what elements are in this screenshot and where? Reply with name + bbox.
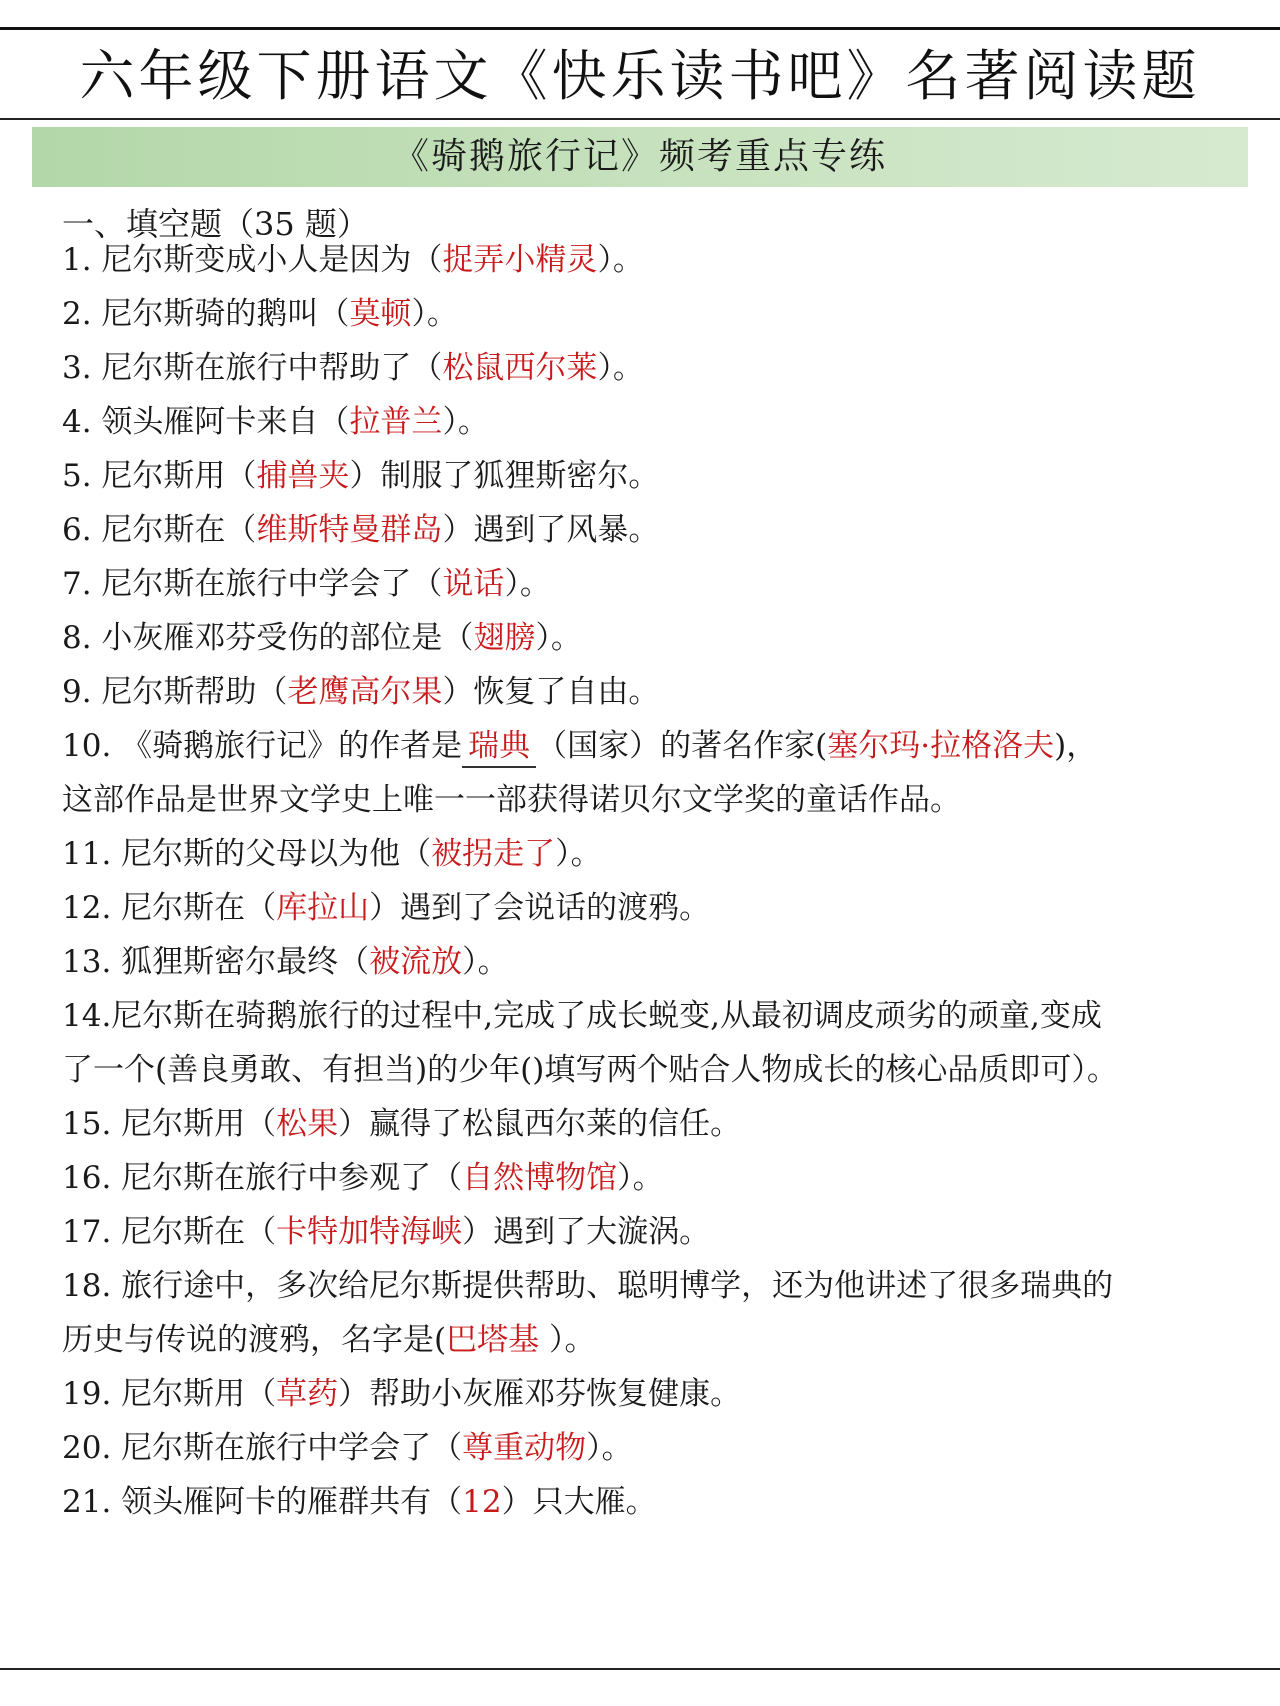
question-20 [62, 1419, 1248, 1477]
question-text: 6. 尼尔斯在（ [62, 512, 257, 548]
question-text: 16. 尼尔斯在旅行中参观了（ [62, 1160, 463, 1196]
question-text: 19. 尼尔斯用（ [62, 1376, 277, 1412]
bottom-rule [0, 1668, 1280, 1670]
question-18-line-1: 18. 旅行途中，多次给尼尔斯提供帮助、聪明博学，还为他讲述了很多瑞典的 [62, 1268, 1114, 1304]
question-10-line-2: 这部作品是世界文学史上唯一一部获得诺贝尔文学奖的童话作品。 [62, 782, 961, 818]
question-text: 9. 尼尔斯帮助（ [62, 674, 288, 710]
answer-underlined: 瑞典 [462, 726, 536, 768]
question-text: 12. 尼尔斯在（ [62, 890, 277, 926]
question-text: 13. 狐狸斯密尔最终（ [62, 944, 370, 980]
question-2 [62, 285, 1248, 343]
answer: 库拉山 [276, 890, 370, 926]
question-text: 17. 尼尔斯在（ [62, 1214, 277, 1250]
question-19 [62, 1365, 1248, 1423]
question-text: 11. 尼尔斯的父母以为他（ [62, 836, 432, 872]
question-11 [62, 825, 1248, 883]
question-text: 10. 《骑鹅旅行记》的作者是 [62, 728, 463, 764]
question-1 [62, 231, 1248, 289]
question-text: ）遇到了风暴。 [442, 512, 660, 548]
question-text: 4. 领头雁阿卡来自（ [62, 404, 350, 440]
question-text: ）赢得了松鼠西尔莱的信任。 [338, 1106, 742, 1142]
answer: 莫顿 [349, 296, 412, 332]
answer: 草药 [276, 1376, 339, 1412]
answer: 松鼠西尔莱 [442, 350, 598, 386]
question-text: ）。 [535, 620, 582, 656]
answer: 卡特加特海峡 [276, 1214, 463, 1250]
question-text: 5. 尼尔斯用（ [62, 458, 257, 494]
section-banner: 《骑鹅旅行记》频考重点专练 [32, 127, 1248, 187]
question-text: ）。 [442, 404, 489, 440]
answer: 松果 [276, 1106, 339, 1142]
question-17 [62, 1203, 1248, 1261]
question-text: ）遇到了会说话的渡鸦。 [369, 890, 711, 926]
question-text: 15. 尼尔斯用（ [62, 1106, 277, 1142]
question-text: 历史与传说的渡鸦，名字是( [62, 1322, 447, 1358]
question-text: ）恢复了自由。 [442, 674, 660, 710]
answer: 被流放 [369, 944, 463, 980]
question-text: ）只大雁。 [501, 1484, 657, 1520]
question-14-line-1: 14.尼尔斯在骑鹅旅行的过程中,完成了成长蜕变,从最初调皮顽劣的顽童,变成 [62, 998, 1102, 1034]
question-15 [62, 1095, 1248, 1153]
answer: 巴塔基 [446, 1322, 540, 1358]
question-text: ）。 [597, 242, 644, 278]
question-text: 2. 尼尔斯骑的鹅叫（ [62, 296, 350, 332]
question-text: ）。 [597, 350, 644, 386]
section-heading: 一、填空题（35 题） [62, 205, 369, 243]
question-6 [62, 501, 1248, 559]
answer: 塞尔玛·拉格洛夫 [827, 728, 1055, 764]
question-3 [62, 339, 1248, 397]
question-4 [62, 393, 1248, 451]
answer: 拉普兰 [349, 404, 443, 440]
question-7 [62, 555, 1248, 613]
question-text: 21. 领头雁阿卡的雁群共有（ [62, 1484, 463, 1520]
question-text: ）。 [539, 1322, 596, 1358]
question-21 [62, 1473, 1248, 1531]
question-13 [62, 933, 1248, 991]
question-text: )， [1054, 728, 1098, 764]
question-16 [62, 1149, 1248, 1207]
answer: 老鹰高尔果 [287, 674, 443, 710]
page-title: 六年级下册语文《快乐读书吧》名著阅读题 [79, 44, 1201, 108]
answer: 12 [462, 1484, 502, 1520]
question-text: ）。 [586, 1430, 633, 1466]
question-10 [62, 717, 1248, 775]
question-text: ）。 [462, 944, 509, 980]
question-text: ）。 [555, 836, 602, 872]
question-9 [62, 663, 1248, 721]
question-text: ）帮助小灰雁邓芬恢复健康。 [338, 1376, 742, 1412]
question-text: ）。 [411, 296, 458, 332]
question-12 [62, 879, 1248, 937]
title-rule [0, 118, 1280, 120]
question-text: ）。 [617, 1160, 664, 1196]
question-5 [62, 447, 1248, 505]
answer: 说话 [442, 566, 505, 602]
question-text: 1. 尼尔斯变成小人是因为（ [62, 242, 443, 278]
question-text: ）遇到了大漩涡。 [462, 1214, 711, 1250]
question-text: 8. 小灰雁邓芬受伤的部位是（ [62, 620, 474, 656]
question-14-line-2: 了一个(善良勇敢、有担当)的少年()填写两个贴合人物成长的核心品质即可）。 [62, 1052, 1118, 1088]
answer: 翅膀 [473, 620, 536, 656]
top-rule [0, 27, 1280, 30]
answer: 维斯特曼群岛 [256, 512, 443, 548]
question-text: ）制服了狐狸斯密尔。 [349, 458, 660, 494]
question-text: 3. 尼尔斯在旅行中帮助了（ [62, 350, 443, 386]
question-18-line-2 [62, 1311, 1248, 1369]
answer: 捉弄小精灵 [442, 242, 598, 278]
question-text: 7. 尼尔斯在旅行中学会了（ [62, 566, 443, 602]
question-text: （国家）的著名作家( [536, 728, 828, 764]
answer: 自然博物馆 [462, 1160, 618, 1196]
answer: 尊重动物 [462, 1430, 587, 1466]
answer: 捕兽夹 [256, 458, 350, 494]
question-text: ）。 [504, 566, 551, 602]
answer: 被拐走了 [431, 836, 556, 872]
question-8 [62, 609, 1248, 667]
question-text: 20. 尼尔斯在旅行中学会了（ [62, 1430, 463, 1466]
